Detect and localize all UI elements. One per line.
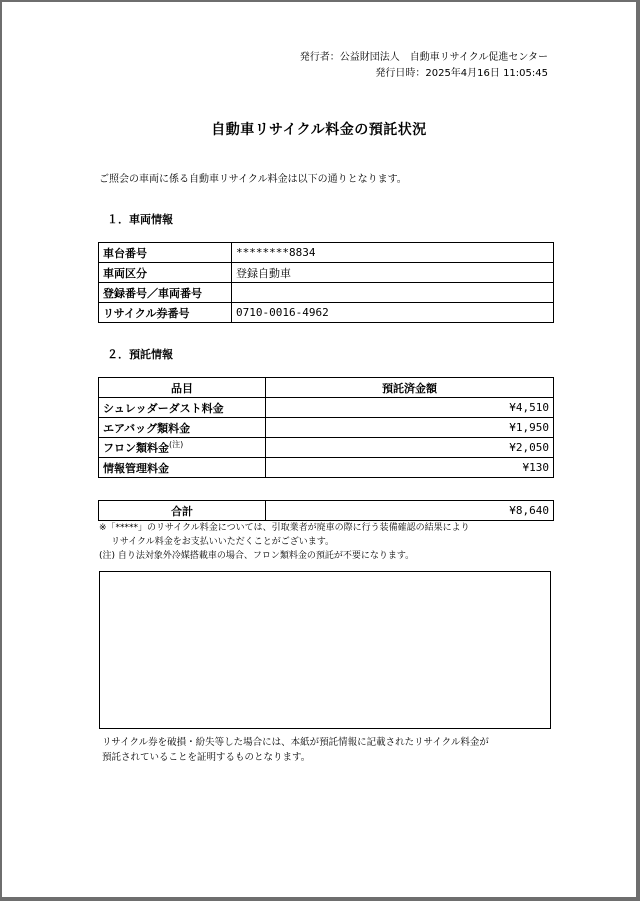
- deposit-info-table: [98, 377, 554, 478]
- footer-block: [102, 735, 489, 765]
- note-marker: (注): [169, 440, 184, 450]
- intro-text: ご照会の車両に係る自動車リサイクル料金は以下の通りとなります。: [99, 174, 407, 185]
- fee-item-label: フロン類料金: [103, 441, 169, 455]
- notes-block: [99, 521, 470, 563]
- vehicle-label: 車両区分: [99, 263, 232, 283]
- vehicle-label: リサイクル券番号: [99, 303, 232, 323]
- vehicle-label: 車台番号: [99, 243, 232, 263]
- issuer-block: [300, 50, 548, 82]
- deposit-section-heading: ２．預託情報: [107, 348, 173, 361]
- vehicle-value: 登録自動車: [232, 263, 554, 283]
- table-row: [99, 303, 554, 323]
- vehicle-info-table: [98, 242, 554, 323]
- table-row: [99, 243, 554, 263]
- column-header-item: 品目: [99, 378, 266, 398]
- fee-amount: ¥1,950: [266, 418, 554, 438]
- fee-item-label: シュレッダーダスト料金: [103, 401, 224, 415]
- table-row: [99, 501, 554, 521]
- issued-at-text: 発行日時：2025年4月16日 11:05:45: [375, 68, 548, 79]
- note-line: (注) 自り法対象外冷媒搭載車の場合、フロン類料金の預託が不要になります。: [99, 551, 415, 561]
- table-header-row: [99, 378, 554, 398]
- table-row: [99, 418, 554, 438]
- total-label: 合計: [99, 501, 266, 521]
- table-row: [99, 263, 554, 283]
- vehicle-label: 登録番号／車両番号: [99, 283, 232, 303]
- fee-amount: ¥4,510: [266, 398, 554, 418]
- fee-amount: ¥2,050: [266, 438, 554, 458]
- total-table: [98, 500, 554, 521]
- publisher-text: 発行者：公益財団法人 自動車リサイクル促進センター: [299, 52, 548, 63]
- table-row: [99, 398, 554, 418]
- document-title: 自動車リサイクル料金の預託状況: [211, 122, 427, 138]
- vehicle-value: 0710-0016-4962: [232, 303, 554, 323]
- document-page: [2, 2, 636, 897]
- fee-item-label: エアバッグ類料金: [103, 421, 191, 435]
- vehicle-value: [232, 283, 554, 303]
- vehicle-value: ********8834: [232, 243, 554, 263]
- vehicle-section-heading: １．車両情報: [107, 213, 173, 226]
- footer-line: 預託されていることを証明するものとなります。: [102, 752, 311, 763]
- blank-box: [99, 571, 551, 729]
- column-header-amount: 預託済金額: [266, 378, 554, 398]
- table-row: [99, 458, 554, 478]
- fee-item-label: 情報管理料金: [103, 461, 169, 475]
- note-line: ※「*****」のリサイクル料金については、引取業者が廃車の際に行う装備確認の結果により: [99, 523, 470, 533]
- table-row: [99, 438, 554, 458]
- total-amount: ¥8,640: [266, 501, 554, 521]
- footer-line: リサイクル券を破損・紛失等した場合には、本紙が預託情報に記載されたリサイクル料金が: [102, 737, 489, 748]
- table-row: [99, 283, 554, 303]
- note-line: リサイクル料金をお支払いいただくことがございます。: [111, 537, 335, 547]
- fee-amount: ¥130: [266, 458, 554, 478]
